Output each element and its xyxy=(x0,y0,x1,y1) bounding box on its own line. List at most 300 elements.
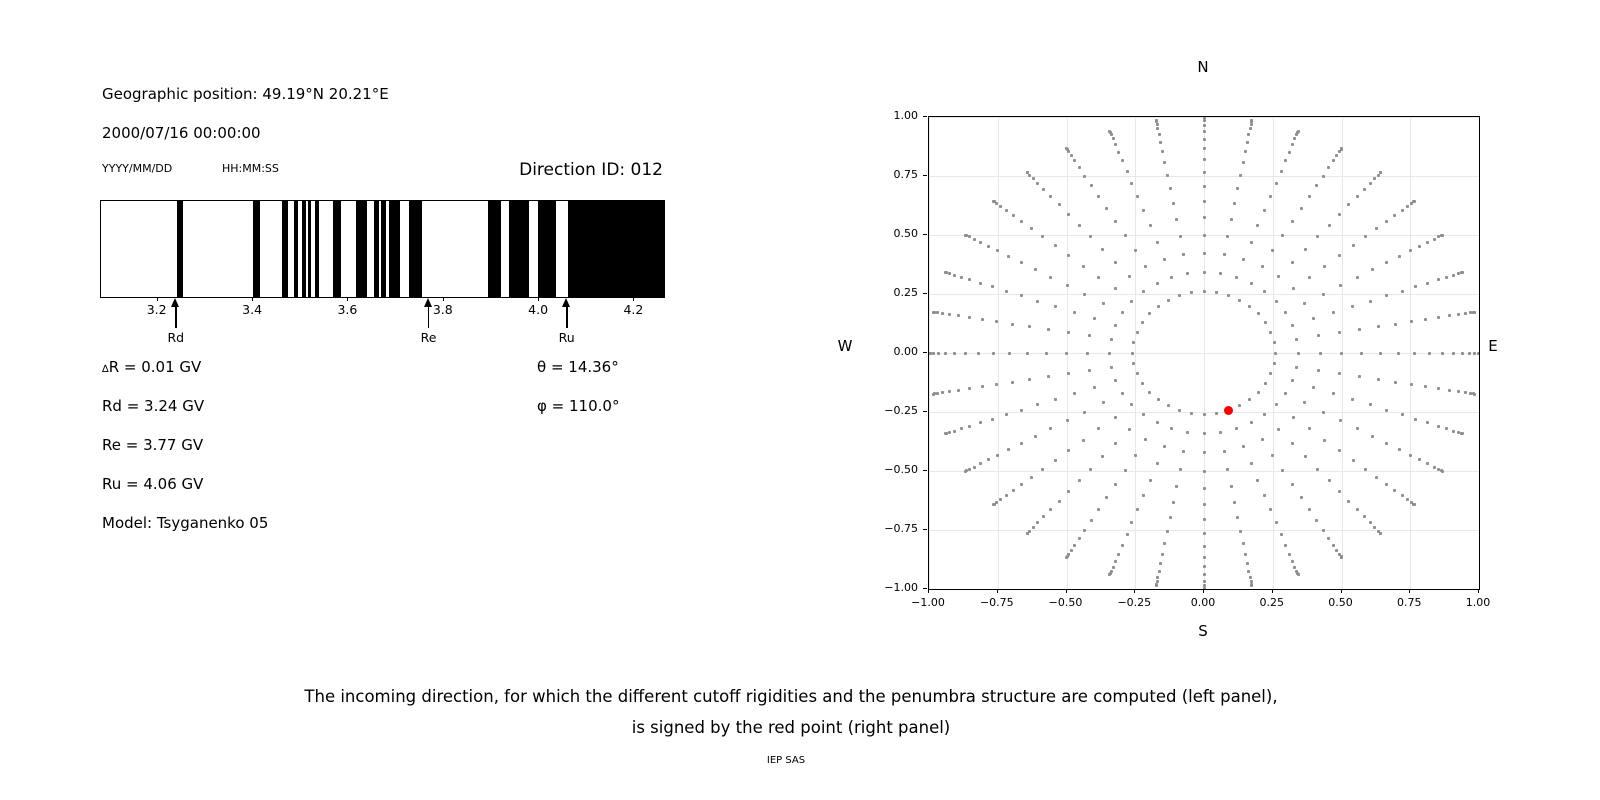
y-tick xyxy=(923,529,927,530)
direction-dot xyxy=(1097,508,1100,511)
direction-dot xyxy=(991,285,994,288)
direction-dot xyxy=(1083,293,1086,296)
direction-dot xyxy=(1166,174,1169,177)
direction-dot xyxy=(1257,312,1260,315)
direction-dot xyxy=(1169,187,1172,190)
direction-dot xyxy=(1203,451,1206,454)
direction-dot xyxy=(941,312,944,315)
direction-dot xyxy=(1250,584,1253,587)
direction-dot xyxy=(1239,174,1242,177)
y-tick xyxy=(923,293,927,294)
direction-dot xyxy=(1169,516,1172,519)
direction-dot xyxy=(1468,352,1471,355)
direction-dot xyxy=(1281,234,1284,237)
direction-dot xyxy=(1393,489,1396,492)
direction-dot xyxy=(1036,300,1039,303)
direction-dot xyxy=(1322,293,1325,296)
gridline xyxy=(929,176,1479,177)
direction-dot xyxy=(1203,116,1206,119)
direction-dot xyxy=(1385,483,1388,486)
direction-dot xyxy=(936,392,939,395)
direction-dot xyxy=(1163,258,1166,261)
direction-dot xyxy=(1413,503,1416,506)
direction-dot xyxy=(1414,418,1417,421)
direction-dot xyxy=(1322,411,1325,414)
direction-dot xyxy=(1275,182,1278,185)
direction-dot xyxy=(1161,150,1164,153)
direction-dot xyxy=(1105,496,1108,499)
direction-dot xyxy=(1203,252,1206,255)
direction-dot xyxy=(977,352,980,355)
direction-dot xyxy=(1203,138,1206,141)
penumbra-bar xyxy=(389,201,400,297)
direction-dot xyxy=(1308,276,1311,279)
direction-dot xyxy=(1433,238,1436,241)
direction-dot xyxy=(1149,224,1152,227)
direction-dot xyxy=(1369,182,1372,185)
direction-dot xyxy=(1364,235,1367,238)
direction-dot xyxy=(1223,253,1226,256)
direction-dot xyxy=(1473,393,1476,396)
direction-dot xyxy=(1409,454,1412,457)
direction-dot xyxy=(1356,195,1359,198)
direction-dot xyxy=(1457,390,1460,393)
direction-dot xyxy=(1426,462,1429,465)
direction-dot xyxy=(1441,234,1444,237)
direction-dot xyxy=(1121,159,1124,162)
direction-dot xyxy=(1461,432,1464,435)
direction-dot xyxy=(1291,261,1294,264)
direction-dot xyxy=(1369,300,1372,303)
direction-dot xyxy=(1398,255,1401,258)
direction-dot xyxy=(1300,496,1303,499)
direction-dot xyxy=(1303,302,1306,305)
direction-dot xyxy=(1203,271,1206,274)
direction-dot xyxy=(1136,508,1139,511)
direction-dot xyxy=(1179,235,1182,238)
direction-dot xyxy=(1054,459,1057,462)
direction-dot xyxy=(1397,352,1400,355)
direction-dot xyxy=(1034,435,1037,438)
direction-dot xyxy=(1249,576,1252,579)
direction-dot xyxy=(1005,290,1008,293)
direction-dot xyxy=(1097,276,1100,279)
direction-dot xyxy=(1304,248,1307,251)
direction-dot xyxy=(1433,466,1436,469)
direction-dot xyxy=(1144,265,1147,268)
direction-dot xyxy=(1401,413,1404,416)
direction-dot xyxy=(1156,127,1159,130)
penumbra-tick xyxy=(157,297,158,301)
direction-dot xyxy=(1114,324,1117,327)
direction-dot xyxy=(1371,268,1374,271)
direction-dot xyxy=(1058,500,1061,503)
direction-dot xyxy=(1108,573,1111,576)
direction-dot xyxy=(1136,372,1139,375)
direction-dot xyxy=(1230,485,1233,488)
direction-dot xyxy=(1280,533,1283,536)
penumbra-bar xyxy=(381,201,385,297)
direction-dot xyxy=(981,385,984,388)
x-tick-label: −0.75 xyxy=(979,596,1014,609)
y-tick-label: 1.00 xyxy=(893,109,918,122)
model-label: Model: Tsyganenko 05 xyxy=(102,514,269,532)
direction-dot xyxy=(1437,278,1440,281)
direction-dot xyxy=(1322,529,1325,532)
direction-dot xyxy=(960,276,963,279)
direction-dot xyxy=(1203,130,1206,133)
direction-dot xyxy=(1317,334,1320,337)
direction-dot xyxy=(944,352,947,355)
penumbra-bar xyxy=(374,201,379,297)
direction-dot xyxy=(979,282,982,285)
penumbra-bar xyxy=(315,201,319,297)
direction-dot xyxy=(979,241,982,244)
direction-dot xyxy=(1398,448,1401,451)
direction-dot xyxy=(1121,544,1124,547)
direction-dot xyxy=(1323,265,1326,268)
direction-dot xyxy=(1121,311,1124,314)
direction-dot xyxy=(1134,249,1137,252)
direction-dot xyxy=(1097,427,1100,430)
direction-dot xyxy=(1030,227,1033,230)
direction-dot xyxy=(1332,392,1335,395)
direction-dot xyxy=(1351,398,1354,401)
direction-dot xyxy=(979,421,982,424)
direction-dot xyxy=(1114,442,1117,445)
direction-dot xyxy=(1124,469,1127,472)
direction-dot xyxy=(1203,573,1206,576)
delta-r-value: ∆R = 0.01 GV xyxy=(102,358,202,376)
direction-dot xyxy=(1351,305,1354,308)
direction-dot xyxy=(1303,401,1306,404)
direction-dot xyxy=(1049,195,1052,198)
direction-dot xyxy=(1186,272,1189,275)
direction-dot xyxy=(1159,562,1162,565)
x-tick-label: 0.00 xyxy=(1190,596,1216,609)
direction-dot xyxy=(1328,224,1331,227)
direction-dot xyxy=(1373,526,1376,529)
x-tick-label: −0.25 xyxy=(1117,596,1152,609)
penumbra-bar xyxy=(409,201,421,297)
direction-dot xyxy=(1167,404,1170,407)
phi-value: φ = 110.0° xyxy=(537,397,620,415)
direction-dot xyxy=(1203,234,1206,237)
direction-dot xyxy=(1385,261,1388,264)
direction-dot xyxy=(1082,265,1085,268)
penumbra-tick xyxy=(633,297,634,301)
direction-dot xyxy=(1066,284,1069,287)
direction-dot xyxy=(1054,244,1057,247)
direction-dot xyxy=(1117,151,1120,154)
direction-dot xyxy=(1128,275,1131,278)
direction-dot xyxy=(1263,209,1266,212)
direction-dot xyxy=(1461,271,1464,274)
direction-dot xyxy=(1219,272,1222,275)
direction-dot xyxy=(987,458,990,461)
direction-dot xyxy=(1203,147,1206,150)
direction-dot xyxy=(953,352,956,355)
caption-line-2: is signed by the red point (right panel) xyxy=(631,718,951,737)
direction-dot xyxy=(1175,485,1178,488)
direction-dot xyxy=(1073,311,1076,314)
direction-dot xyxy=(1028,325,1031,328)
gridline xyxy=(929,530,1479,531)
direction-dot xyxy=(1026,171,1029,174)
penumbra-bar xyxy=(282,201,289,297)
direction-dot xyxy=(1203,124,1206,127)
penumbra-tick xyxy=(347,297,348,301)
direction-dot xyxy=(1078,479,1081,482)
direction-dot xyxy=(1291,324,1294,327)
direction-dot xyxy=(1261,265,1264,268)
direction-dot xyxy=(960,427,963,430)
direction-dot xyxy=(995,320,998,323)
direction-dot xyxy=(1020,409,1023,412)
direction-dot xyxy=(1263,413,1266,416)
direction-dot xyxy=(1088,369,1091,372)
direction-dot xyxy=(1340,352,1343,355)
gridline xyxy=(1479,117,1480,589)
direction-dot xyxy=(1264,321,1267,324)
direction-dot xyxy=(1156,421,1159,424)
direction-dot xyxy=(1166,530,1169,533)
direction-dot xyxy=(1385,220,1388,223)
direction-dot xyxy=(1256,479,1259,482)
direction-dot xyxy=(1058,203,1061,206)
direction-dot xyxy=(999,205,1002,208)
direction-dot xyxy=(948,431,951,434)
direction-dot xyxy=(1473,311,1476,314)
direction-dot xyxy=(1226,468,1229,471)
y-tick-label: −0.75 xyxy=(884,522,918,535)
direction-dot xyxy=(1136,195,1139,198)
direction-dot xyxy=(1041,468,1044,471)
direction-dot xyxy=(1020,483,1023,486)
direction-dot xyxy=(1338,449,1341,452)
direction-dot xyxy=(999,498,1002,501)
direction-dot xyxy=(1437,387,1440,390)
direction-dot xyxy=(1410,320,1413,323)
direction-dot xyxy=(1352,244,1355,247)
direction-dot xyxy=(953,274,956,277)
direction-dot xyxy=(1005,413,1008,416)
direction-dot xyxy=(948,272,951,275)
x-tick xyxy=(1134,589,1135,593)
direction-dot xyxy=(1101,248,1104,251)
direction-dot xyxy=(1203,185,1206,188)
direction-dot xyxy=(1142,209,1145,212)
y-tick xyxy=(923,588,927,589)
x-tick-label: 0.75 xyxy=(1397,596,1422,609)
direction-dot xyxy=(1291,483,1294,486)
x-tick xyxy=(1478,589,1479,593)
direction-dot xyxy=(1339,284,1342,287)
direction-dot xyxy=(1067,372,1070,375)
direction-dot xyxy=(1363,515,1366,518)
direction-dot xyxy=(1317,369,1320,372)
direction-dot xyxy=(1157,398,1160,401)
direction-dot xyxy=(1452,430,1455,433)
direction-dot xyxy=(1114,287,1117,290)
direction-dot xyxy=(964,352,967,355)
direction-dot xyxy=(1078,537,1081,540)
direction-dot xyxy=(1426,241,1429,244)
direction-dot xyxy=(1203,545,1206,548)
direction-dot xyxy=(1158,133,1161,136)
direction-dot xyxy=(1274,352,1277,355)
direction-dot xyxy=(1005,209,1008,212)
time-format-label: HH:MM:SS xyxy=(222,162,279,175)
y-tick-label: −0.25 xyxy=(884,404,918,417)
direction-dot xyxy=(1373,177,1376,180)
direction-dot xyxy=(1142,494,1145,497)
direction-dot xyxy=(1379,352,1382,355)
direction-dot xyxy=(1247,570,1250,573)
direction-dot xyxy=(1114,143,1117,146)
direction-dot xyxy=(1271,454,1274,457)
direction-dot xyxy=(1130,521,1133,524)
x-tick-label: −0.50 xyxy=(1048,596,1083,609)
direction-dot xyxy=(992,200,995,203)
direction-dot xyxy=(1347,500,1350,503)
direction-dot xyxy=(1308,195,1311,198)
direction-dot xyxy=(1473,352,1476,355)
direction-dot xyxy=(1203,556,1206,559)
direction-dot xyxy=(1448,314,1451,317)
direction-dot xyxy=(1418,245,1421,248)
credit-label: IEP SAS xyxy=(766,755,806,766)
y-tick-label: 0.50 xyxy=(893,227,918,240)
direction-dot xyxy=(1284,392,1287,395)
direction-dot xyxy=(1141,321,1144,324)
direction-dot xyxy=(1114,416,1117,419)
date-format-label: YYYY/MM/DD xyxy=(102,162,173,175)
theta-value: θ = 14.36° xyxy=(537,358,619,376)
direction-dot xyxy=(1327,537,1330,540)
penumbra-bar xyxy=(308,201,311,297)
direction-dot xyxy=(1141,382,1144,385)
direction-dot xyxy=(1264,382,1267,385)
direction-dot xyxy=(1250,462,1253,465)
direction-dot xyxy=(1385,442,1388,445)
direction-dot xyxy=(1093,317,1096,320)
direction-dot xyxy=(1319,352,1322,355)
gridline xyxy=(929,589,1479,590)
direction-dot xyxy=(1130,300,1133,303)
direction-dot xyxy=(1090,519,1093,522)
direction-dot xyxy=(1065,556,1068,559)
direction-dot xyxy=(1008,352,1011,355)
direction-dot xyxy=(1203,413,1206,416)
direction-dot xyxy=(1170,276,1173,279)
direction-dot xyxy=(1377,378,1380,381)
direction-dot xyxy=(937,352,940,355)
direction-dot xyxy=(1227,294,1230,297)
direction-dot xyxy=(1406,498,1409,501)
direction-dot xyxy=(1049,508,1052,511)
direction-dot xyxy=(1445,276,1448,279)
x-tick xyxy=(1341,589,1342,593)
direction-dot xyxy=(1078,166,1081,169)
direction-dot xyxy=(1235,427,1238,430)
direction-dot xyxy=(968,316,971,319)
direction-dot xyxy=(1054,398,1057,401)
direction-dot xyxy=(1238,404,1241,407)
direction-dot xyxy=(1186,431,1189,434)
direction-dot xyxy=(1005,494,1008,497)
direction-dot xyxy=(1042,188,1045,191)
direction-dot xyxy=(928,352,931,355)
direction-dot xyxy=(1070,154,1073,157)
direction-dot xyxy=(1401,209,1404,212)
direction-dot xyxy=(1179,468,1182,471)
direction-dot xyxy=(1114,483,1117,486)
direction-dot xyxy=(1172,501,1175,504)
direction-dot xyxy=(1114,261,1117,264)
compass-label-east: E xyxy=(1488,337,1498,355)
direction-dot xyxy=(1413,352,1416,355)
direction-dot xyxy=(1312,317,1315,320)
direction-dot xyxy=(1114,379,1117,382)
y-tick xyxy=(923,470,927,471)
direction-dot xyxy=(1347,203,1350,206)
direction-dot xyxy=(1067,449,1070,452)
direction-dot xyxy=(1424,318,1427,321)
direction-dot xyxy=(1114,560,1117,563)
direction-dot xyxy=(1394,323,1397,326)
penumbra-tick-label: 3.4 xyxy=(242,302,263,317)
penumbra-bar xyxy=(333,201,341,297)
direction-dot xyxy=(1088,334,1091,337)
penumbra-tick-label: 4.0 xyxy=(528,302,549,317)
direction-dot xyxy=(1452,274,1455,277)
direction-dot xyxy=(1203,470,1206,473)
penumbra-bar xyxy=(356,201,367,297)
direction-dot xyxy=(1242,161,1245,164)
rigidity-marker-label: Rd xyxy=(167,330,185,345)
direction-dot xyxy=(1256,224,1259,227)
direction-dot xyxy=(948,390,951,393)
direction-dot xyxy=(944,432,947,435)
y-tick xyxy=(923,175,927,176)
direction-dot xyxy=(1375,476,1378,479)
direction-dot xyxy=(1295,338,1298,341)
direction-dot xyxy=(1247,133,1250,136)
direction-dot xyxy=(1356,508,1359,511)
direction-dot xyxy=(1375,227,1378,230)
penumbra-plot xyxy=(100,200,665,298)
direction-dot xyxy=(964,234,967,237)
direction-dot xyxy=(1157,305,1160,308)
direction-dot xyxy=(1338,254,1341,257)
direction-dot xyxy=(1032,526,1035,529)
direction-dot xyxy=(1178,409,1181,412)
direction-dot xyxy=(1182,450,1185,453)
direction-dot xyxy=(1332,311,1335,314)
direction-dot xyxy=(1377,325,1380,328)
direction-dot xyxy=(1288,553,1291,556)
direction-dot xyxy=(1335,549,1338,552)
direction-dot xyxy=(1338,490,1341,493)
penumbra-bar xyxy=(177,201,184,297)
direction-dot xyxy=(1426,421,1429,424)
direction-dot xyxy=(1215,412,1218,415)
direction-dot xyxy=(1418,458,1421,461)
direction-dot xyxy=(1284,159,1287,162)
rigidity-marker-arrow-stem xyxy=(175,306,177,328)
direction-dot xyxy=(1105,207,1108,210)
